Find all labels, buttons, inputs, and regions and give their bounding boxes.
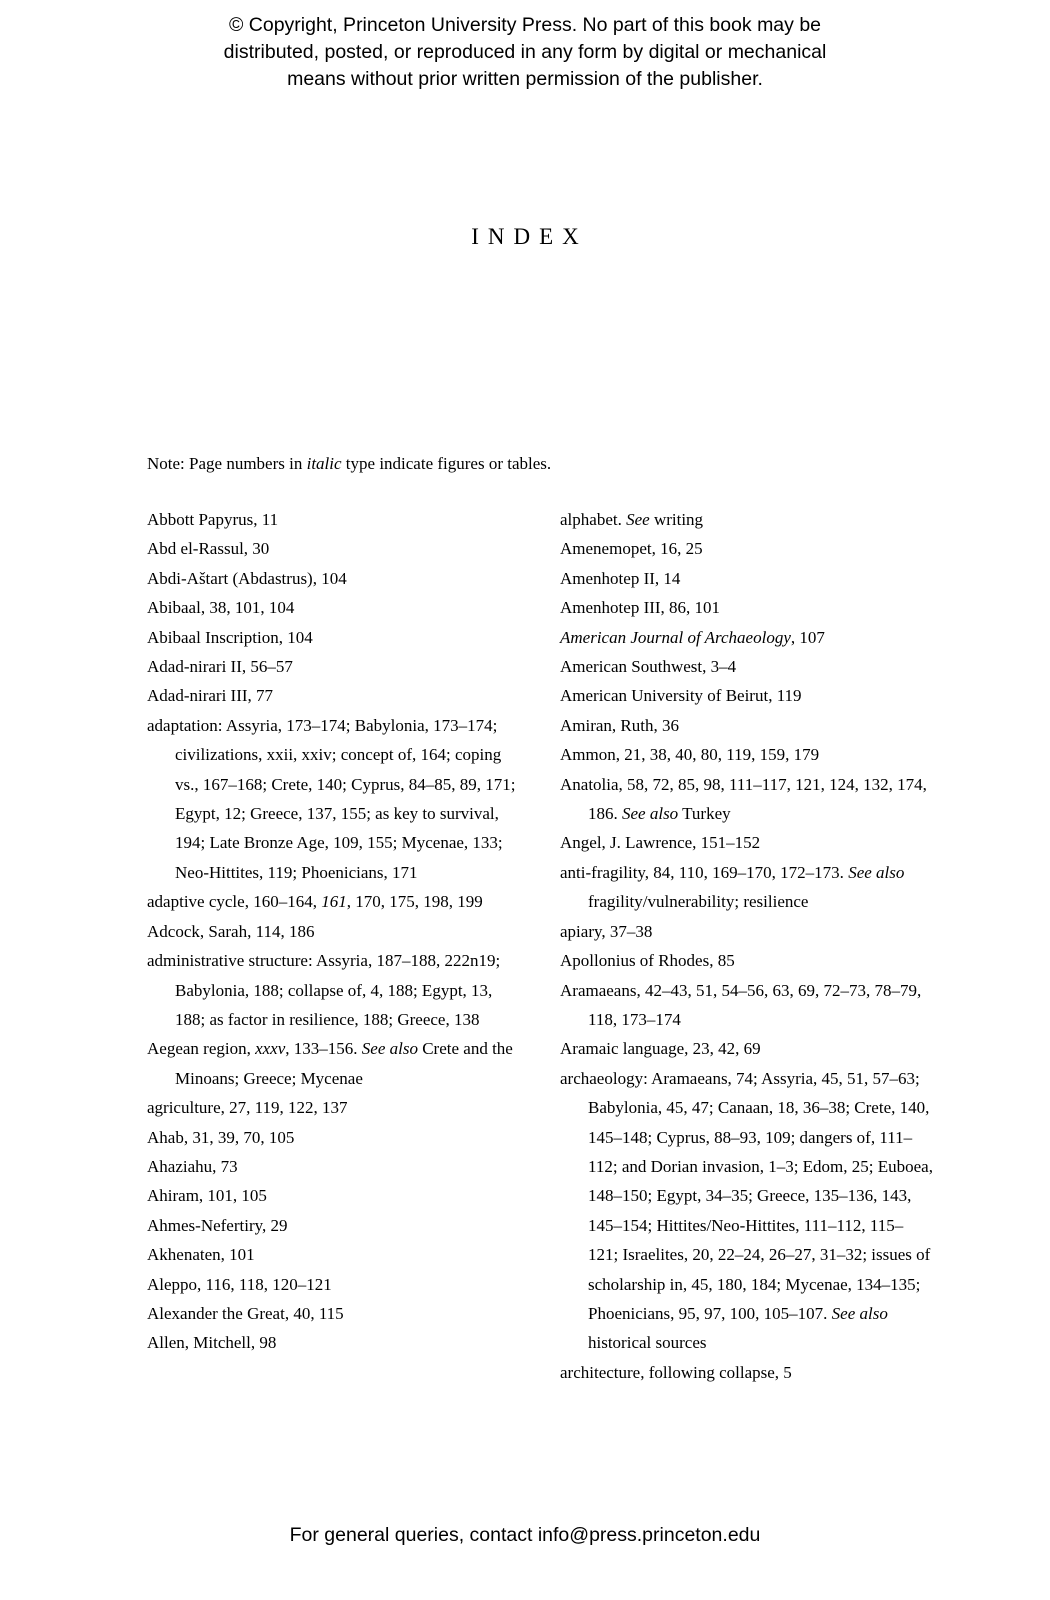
index-entry <box>560 711 933 740</box>
index-right-column <box>560 505 933 1387</box>
text: Akhenaten, 101 <box>147 1245 255 1265</box>
index-entry <box>147 917 520 946</box>
index-entry <box>147 652 520 681</box>
text: Aramaic language, 23, 42, 69 <box>560 1039 761 1059</box>
index-entry <box>147 1299 520 1328</box>
index-entry <box>147 946 520 1034</box>
text: , 170, 175, 198, 199 <box>346 892 483 912</box>
text: Abd el-Rassul, 30 <box>147 539 270 559</box>
index-columns <box>147 505 933 1387</box>
text: , 107 <box>790 627 825 647</box>
italic-text: See also <box>361 1039 418 1059</box>
italic-text: See also <box>831 1303 888 1323</box>
text: archaeology: Aramaeans, 74; Assyria, 45, 51, 57–63; Babylonia, 45, 47; Canaan, 18, 36–38; Crete, 140, 145–148; Cyprus, 88–93, 109; dangers of, 111–112; and Dorian invasion, 1–3; Edom, 25; Euboea, 148–150; Egypt, 34–35; Greece, 135–136, 143, 145–154; Hittites/Neo-Hittites, 111–112, 115–121; Israelites, 20, 22–24, 26–27, 31–32; issues of scholarship in, 45, 180, 184; Mycenae, 134–135; Phoenicians, 95, 97, 100, 105–107. <box>560 1068 933 1323</box>
index-entry <box>560 534 933 563</box>
text: Anatolia, 58, 72, 85, 98, 111–117, 121, 124, 132, 174, 186. <box>560 774 927 824</box>
index-entry <box>147 1093 520 1122</box>
text: Apollonius of Rhodes, 85 <box>560 951 735 971</box>
italic-text: 161 <box>321 892 347 912</box>
italic-text: See <box>626 510 650 529</box>
italic-text: See also <box>622 804 679 824</box>
index-entry <box>147 593 520 622</box>
index-entry <box>560 858 933 917</box>
text: Turkey <box>678 804 731 824</box>
text: anti-fragility, 84, 110, 169–170, 172–173. <box>560 862 849 882</box>
index-entry <box>560 564 933 593</box>
index-entry <box>147 1181 520 1210</box>
index-entry <box>147 1328 520 1357</box>
index-entry <box>147 534 520 563</box>
index-entry <box>560 976 933 1035</box>
text: Note: Page numbers in <box>147 454 307 473</box>
text: fragility/vulnerability; resilience <box>588 892 809 912</box>
text: Adad-nirari II, 56–57 <box>147 657 293 677</box>
text: adaptive cycle, 160–164, <box>147 892 322 912</box>
text: Adad-nirari III, 77 <box>147 686 274 706</box>
index-entry <box>147 887 520 916</box>
index-entry <box>560 1034 933 1063</box>
text: Amenhotep II, 14 <box>560 568 681 588</box>
text: writing <box>649 510 704 529</box>
index-entry <box>560 652 933 681</box>
text: Abibaal Inscription, 104 <box>147 627 313 647</box>
text: administrative structure: Assyria, 187–188, 222n19; Babylonia, 188; collapse of, 4, 188; Egypt, 13, 188; as factor in resilience, 188; Greece, 138 <box>147 951 501 1029</box>
text: Aegean region, <box>147 1039 256 1059</box>
index-entry <box>147 1240 520 1269</box>
text: Ahiram, 101, 105 <box>147 1186 267 1206</box>
text: type indicate figures or tables. <box>341 454 552 473</box>
index-left-column <box>147 505 520 1387</box>
footer-contact: For general queries, contact info@press.princeton.edu <box>289 1524 761 1546</box>
text: Ahmes-Nefertiry, 29 <box>147 1215 288 1235</box>
index-entry <box>560 593 933 622</box>
index-entry <box>147 564 520 593</box>
index-entry <box>560 770 933 829</box>
index-entry <box>560 1064 933 1358</box>
index-entry <box>560 623 933 652</box>
text: architecture, following collapse, 5 <box>560 1362 792 1382</box>
text: alphabet. <box>560 510 627 529</box>
text: American University of Beirut, 119 <box>560 686 802 706</box>
text: agriculture, 27, 119, 122, 137 <box>147 1098 348 1118</box>
index-entry <box>147 1211 520 1240</box>
index-entry <box>560 1358 933 1387</box>
index-entry <box>147 1123 520 1152</box>
text: Amenemopet, 16, 25 <box>560 539 703 559</box>
index-entry <box>147 1034 520 1093</box>
index-entry <box>147 681 520 710</box>
text: Ammon, 21, 38, 40, 80, 119, 159, 179 <box>560 745 820 765</box>
text: Adcock, Sarah, 114, 186 <box>147 921 315 941</box>
text: Ahab, 31, 39, 70, 105 <box>147 1127 295 1147</box>
text: Amenhotep III, 86, 101 <box>560 598 721 618</box>
index-entry <box>147 711 520 887</box>
text: historical sources <box>588 1333 707 1353</box>
index-entry <box>147 623 520 652</box>
text: apiary, 37–38 <box>560 921 653 941</box>
text: Abibaal, 38, 101, 104 <box>147 598 295 618</box>
index-title: INDEX <box>471 224 588 249</box>
text: Allen, Mitchell, 98 <box>147 1333 277 1353</box>
italic-text: See also <box>848 862 905 882</box>
copyright-line: © Copyright, Princeton University Press. No part of this book may be <box>228 14 822 36</box>
index-entry <box>147 505 520 534</box>
index-note <box>147 449 551 478</box>
copyright-notice <box>145 12 905 93</box>
copyright-line: means without prior written permission of the publisher. <box>287 68 763 90</box>
text: Angel, J. Lawrence, 151–152 <box>560 833 761 853</box>
index-entry <box>560 946 933 975</box>
text: Ahaziahu, 73 <box>147 1156 238 1176</box>
text: Alexander the Great, 40, 115 <box>147 1303 344 1323</box>
text: , 133–156. <box>285 1039 362 1059</box>
text: Abbott Papyrus, 11 <box>147 510 279 529</box>
index-entry <box>560 505 933 534</box>
copyright-line: distributed, posted, or reproduced in any form by digital or mechanical <box>223 41 827 63</box>
text: Amiran, Ruth, 36 <box>560 715 679 735</box>
text: Aleppo, 116, 118, 120–121 <box>147 1274 332 1294</box>
index-entry <box>560 828 933 857</box>
index-entry <box>560 917 933 946</box>
text: American Southwest, 3–4 <box>560 657 737 677</box>
index-entry <box>147 1152 520 1181</box>
text: Abdi-Aštart (Abdastrus), 104 <box>147 568 347 588</box>
italic-text: American Journal of Archaeology <box>560 627 791 647</box>
text: Crete and the Minoans; Greece; Mycenae <box>175 1039 513 1088</box>
text: adaptation: Assyria, 173–174; Babylonia, 173–174; civilizations, xxii, xxiv; concept of, 164; coping vs., 167–168; Crete, 140; Cyprus, 84–85, 89, 171; Egypt, 12; Greece, 137, 155; as key to survival, 194; Late Bronze Age, 109, 155; Mycenae, 133; Neo-Hittites, 119; Phoenicians, 171 <box>147 715 516 882</box>
italic-text: italic <box>306 454 342 473</box>
italic-text: xxxv <box>255 1039 286 1059</box>
index-entry <box>560 681 933 710</box>
text: Aramaeans, 42–43, 51, 54–56, 63, 69, 72–73, 78–79, 118, 173–174 <box>560 980 922 1029</box>
index-entry <box>560 740 933 769</box>
index-entry <box>147 1270 520 1299</box>
